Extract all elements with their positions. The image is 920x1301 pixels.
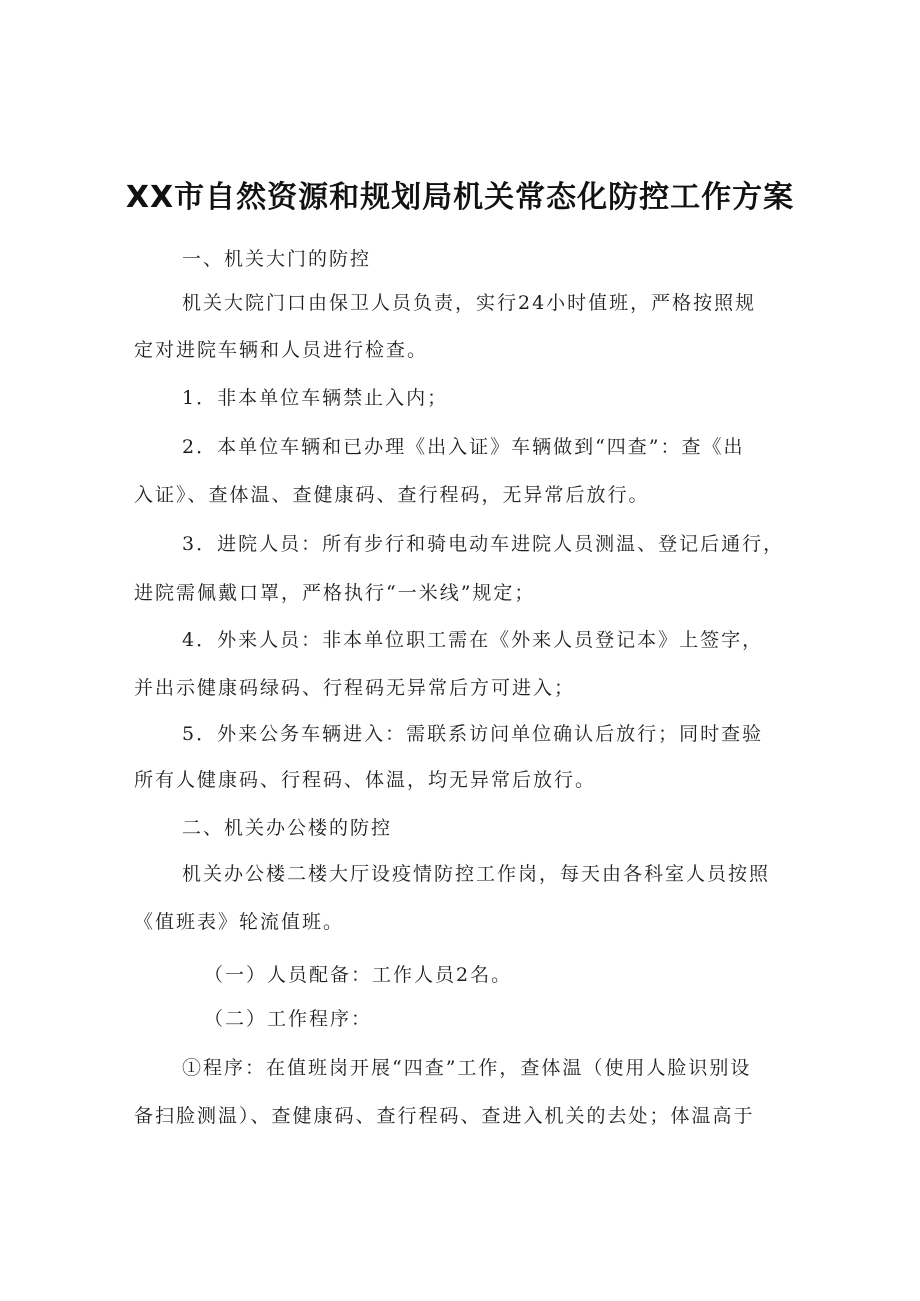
paragraph-line: 机关大院门口由保卫人员负责，实行24小时值班，严格按照规 [182,292,757,314]
list-item-2: 2．本单位车辆和已办理《出入证》车辆做到“四查”：查《出 [182,436,745,458]
list-item-5-continued: 所有人健康码、行程码、体温，均无异常后放行。 [134,769,597,791]
document-title: XX市自然资源和规划局机关常态化防控工作方案 [125,180,795,215]
subsection-1: （一）人员配备：工作人员2名。 [204,964,513,986]
paragraph-line: 机关办公楼二楼大厅设疫情防控工作岗，每天由各科室人员按照 [182,863,771,885]
list-item-5: 5．外来公务车辆进入：需联系访问单位确认后放行；同时查验 [182,723,764,745]
subsection-2: （二）工作程序： [204,1008,373,1030]
list-item-3-continued: 进院需佩戴口罩，严格执行“一米线”规定； [134,582,536,604]
section-heading-2: 二、机关办公楼的防控 [182,817,393,839]
list-item-3: 3．进院人员：所有步行和骑电动车进院人员测温、登记后通行， [182,533,785,555]
procedure-line: ①程序：在值班岗开展“四查”工作，查体温（使用人脸识别设 [182,1057,752,1079]
paragraph-line: 《值班表》轮流值班。 [134,911,345,933]
list-item-4-continued: 并出示健康码绿码、行程码无异常后方可进入； [134,677,576,699]
procedure-line-continued: 备扫脸测温）、查健康码、查行程码、查进入机关的去处；体温高于 [134,1105,755,1127]
list-item-2-continued: 入证》、查体温、查健康码、查行程码，无异常后放行。 [134,484,650,506]
list-item-4: 4．外来人员：非本单位职工需在《外来人员登记本》上签字， [182,629,764,651]
section-heading-1: 一、机关大门的防控 [182,248,372,270]
list-item-1: 1．非本单位车辆禁止入内； [182,387,449,409]
paragraph-line: 定对进院车辆和人员进行检查。 [134,339,429,361]
